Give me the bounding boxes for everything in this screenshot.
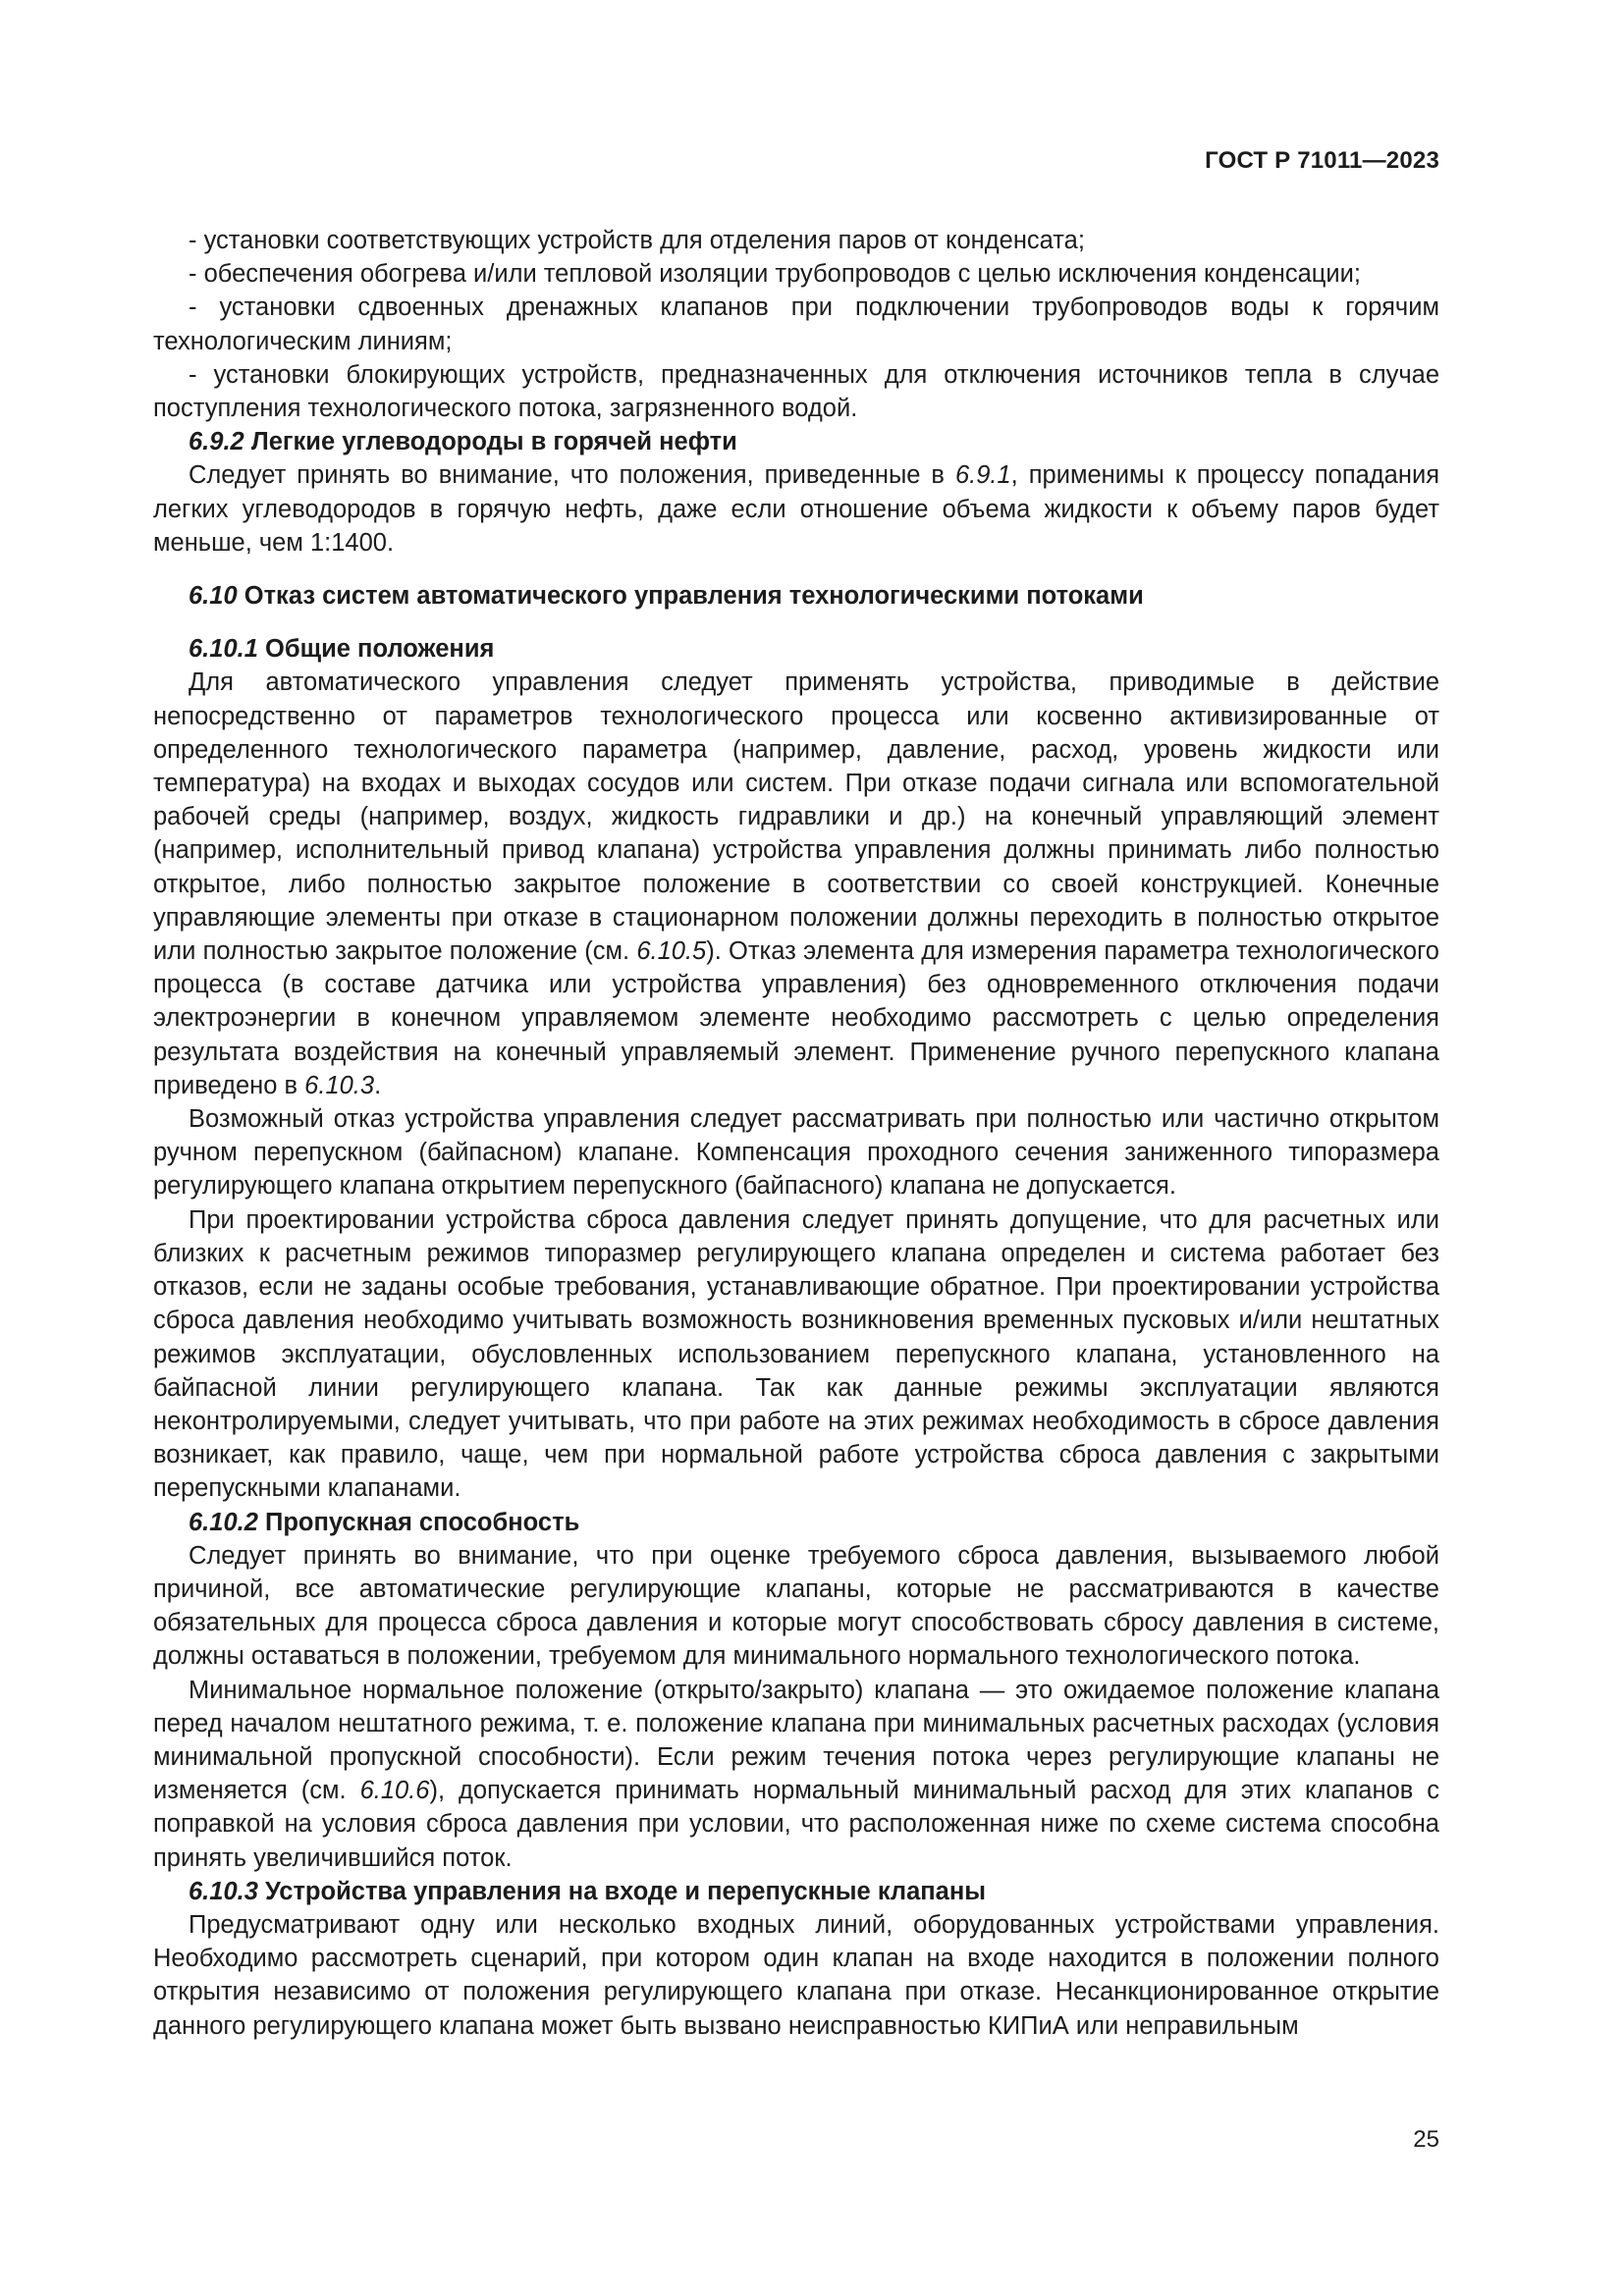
heading-number: 6.9.2 <box>189 428 244 456</box>
paragraph: Для автоматического управления следует применять устройства, приводимые в действие непосредственно от параметров технологического процесса или косвенно активизированные от определенного технологического параметра (например, давление, расход, уровень жидкости или температура) на входах и выходах сосудов или систем. При отказе подачи сигнала или вспомогательной рабочей среды (например, воздух, жидкость гидравлики и др.) на конечный управляющий элемент (например, исполнительный привод клапана) устройства управления должны принимать либо полностью открытое, либо полностью закрытое положение в соответствии со своей конструкцией. Конечные управляющие элементы при отказе в стационарном положении должны переходить в полностью открытое или полностью закрытое положение (см. 6.10.5). Отказ элемента для измерения параметра технологического процесса (в составе датчика или устройства управления) без одновременного отключения подачи электроэнергии в конечном управляемом элементе необходимо рассмотреть с целью определения результата воздействия на конечный управляемый элемент. Применение ручного перепускного клапана приведено в 6.10.3. <box>153 668 1439 1099</box>
heading-6-9-2 <box>153 425 1439 458</box>
heading-title: Отказ систем автоматического управления технологическими потоками <box>244 582 1144 611</box>
paragraph: Возможный отказ устройства управления следует рассматривать при полностью или частично открытом ручном перепускном (байпасном) клапане. Компенсация проходного сечения заниженного типоразмера регулирующего клапана открытием перепускного (байпасного) клапана не допускается. <box>153 1105 1439 1201</box>
list-item: - установки соответствующих устройств для отделения паров от конденсата; <box>189 227 1085 254</box>
heading-6-10-2 <box>153 1506 1439 1539</box>
page-body <box>153 224 1439 2043</box>
list-item: - установки блокирующих устройств, предназначенных для отключения источников тепла в случае поступления технологического потока, загрязненного водой. <box>153 360 1439 423</box>
paragraph: При проектировании устройства сброса давления следует принять допущение, что для расчетных или близких к расчетным режимов типоразмер регулирующего клапана определен и система работает без отказов, если не заданы особые требования, устанавливающие обратное. При проектировании устройства сброса давления необходимо учитывать возможность возникновения временных пусковых и/или нештатных режимов эксплуатации, обусловленных использованием перепускного клапана, установленного на байпасной линии регулирующего клапана. Так как данные режимы эксплуатации являются неконтролируемыми, следует учитывать, что при работе на этих режимах необходимость в сбросе давления возникает, как правило, чаще, чем при нормальной работе устройства сброса давления с закрытыми перепускными клапанами. <box>153 1205 1439 1503</box>
heading-6-10 <box>153 579 1439 613</box>
cross-reference: 6.10.6 <box>359 1777 430 1805</box>
heading-title: Пропускная способность <box>265 1508 580 1536</box>
cross-reference: 6.10.3 <box>304 1071 375 1099</box>
paragraph: Предусматривают одну или несколько входных линий, оборудованных устройствами управления. Необходимо рассмотреть сценарий, при котором один клапан на входе находится в положении полного открытия независимо от положения регулирующего клапана при отказе. Несанкционированное открытие данного регулирующего клапана может быть вызвано неисправностью КИПиА или неправильным <box>153 1910 1439 2040</box>
document-code-header: ГОСТ Р 71011—2023 <box>1205 147 1439 174</box>
page-number: 25 <box>1413 2126 1439 2153</box>
heading-6-10-1 <box>153 632 1439 666</box>
cross-reference: 6.10.5 <box>636 937 707 966</box>
list-item: - установки сдвоенных дренажных клапанов при подключении трубопроводов воды к горячим технологическим линиям; <box>153 294 1439 355</box>
heading-6-10-3 <box>153 1875 1439 1908</box>
heading-title: Общие положения <box>265 635 495 664</box>
heading-number: 6.10.1 <box>189 635 258 664</box>
paragraph: Следует принять во внимание, что при оценке требуемого сброса давления, вызываемого любой причиной, все автоматические регулирующие клапаны, которые не рассматриваются в качестве обязательных для процесса сброса давления и которые могут способствовать сбросу давления в системе, должны оставаться в положении, требуемом для минимального нормального технологического потока. <box>153 1541 1439 1671</box>
heading-number: 6.10 <box>189 582 238 611</box>
heading-number: 6.10.2 <box>189 1508 258 1536</box>
paragraph: Следует принять во внимание, что положения, приведенные в 6.9.1, применимы к процессу попадания легких углеводородов в горячую нефть, даже если отношение объема жидкости к объему паров будет меньше, чем 1:1400. <box>153 461 1439 557</box>
heading-title: Устройства управления на входе и перепускные клапаны <box>265 1877 987 1905</box>
heading-number: 6.10.3 <box>189 1877 258 1905</box>
list-item: - обеспечения обогрева и/или тепловой изоляции трубопроводов с целью исключения конденсации; <box>189 260 1361 289</box>
paragraph: Минимальное нормальное положение (открыто/закрыто) клапана — это ожидаемое положение клапана перед началом нештатного режима, т. е. положение клапана при минимальных расчетных расходах (условия минимальной пропускной способности). Если режим течения потока через регулирующие клапаны не изменяется (см. 6.10.6), допускается принимать нормальный минимальный расход для этих клапанов с поправкой на условия сброса давления при условии, что расположенная ниже по схеме система способна принять увеличившийся поток. <box>153 1676 1439 1872</box>
cross-reference: 6.9.1 <box>954 461 1011 490</box>
heading-title: Легкие углеводороды в горячей нефти <box>250 428 737 456</box>
